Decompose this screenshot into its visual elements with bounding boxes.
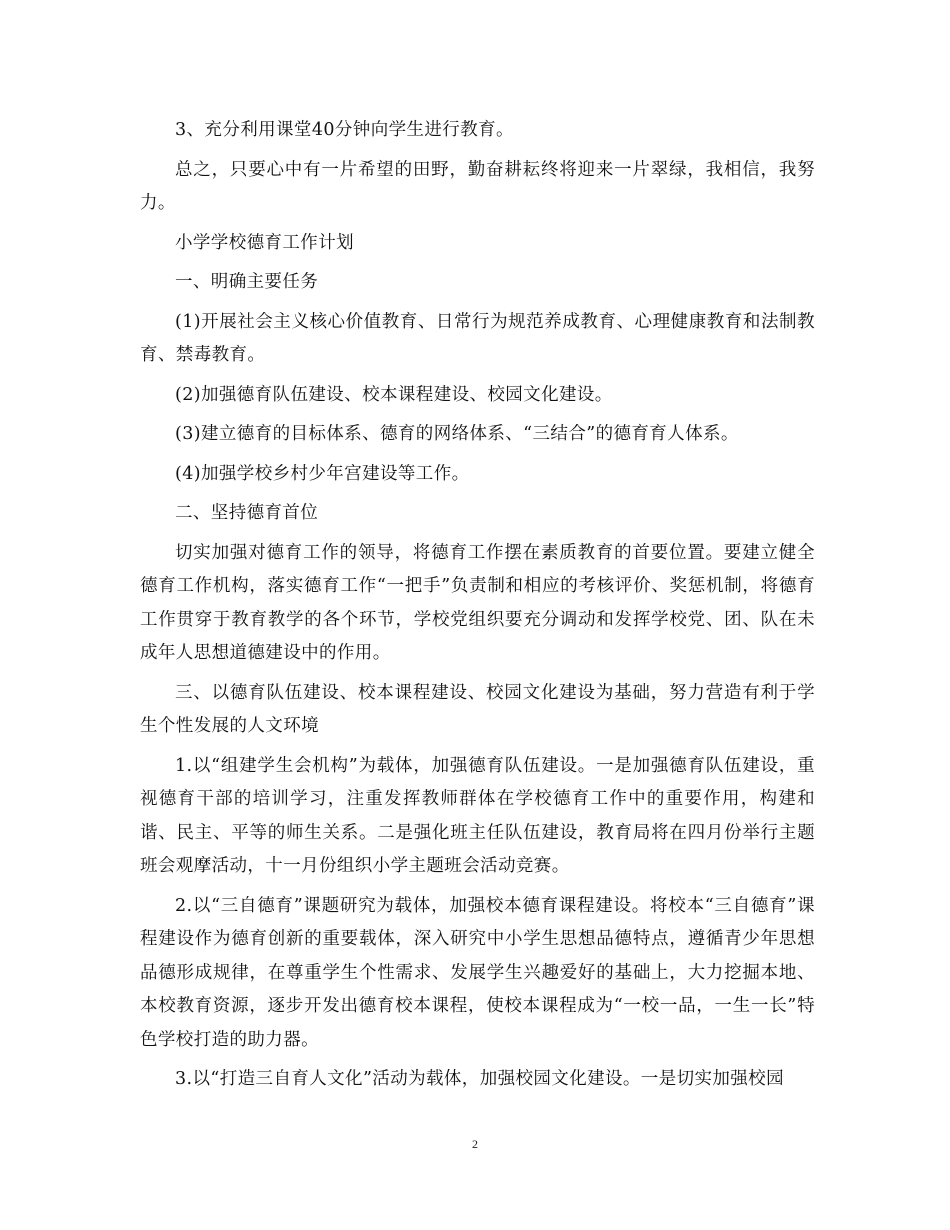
heading-main-tasks: 一、明确主要任务: [175, 272, 319, 292]
paragraph-leadership: 切实加强对德育工作的领导，将德育工作摆在素质教育的首要位置。要建立健全德育工作机构，落实德育工作“一把手”负责制和相应的考核评价、奖惩机制，将德育工作贯穿于教育教学的各个环节，学校党组织要充分调动和发挥学校党、团、队在未成年人思想道德建设中的作用。: [140, 542, 815, 663]
task-item-2: (2)加强德育队伍建设、校本课程建设、校园文化建设。: [175, 384, 613, 405]
paragraph-campus-culture: 3.以“打造三自育人文化”活动为载体，加强校园文化建设。一是切实加强校园: [175, 1069, 784, 1089]
task-item-1: (1)开展社会主义核心价值教育、日常行为规范养成教育、心理健康教育和法制教育、禁毒教育。: [140, 311, 815, 365]
paragraph-curriculum: 2.以“三自德育”课题研究为载体，加强校本德育课程建设。将校本“三自德育”课程建设作为德育创新的重要载体，深入研究中小学生思想品德特点，遵循青少年思想品德形成规律，在尊重学生个性需求、发展学生兴趣爱好的基础上，大力挖掘本地、本校教育资源，逐步开发出德育校本课程，使校本课程成为“一校一品，一生一长”特色学校打造的助力器。: [140, 895, 815, 1050]
page-number: 2: [472, 1137, 478, 1151]
paragraph-student-council: 1.以“组建学生会机构”为载体，加强德育队伍建设。一是加强德育队伍建设，重视德育干部的培训学习，注重发挥教师群体在学校德育工作中的重要作用，构建和谐、民主、平等的师生关系。二是强化班主任队伍建设，教育局将在四月份举行主题班会观摩活动，十一月份组织小学主题班会活动竞赛。: [140, 755, 815, 876]
paragraph-item-3: 3、充分利用课堂40分钟向学生进行教育。: [175, 120, 514, 140]
task-item-3: (3)建立德育的目标体系、德育的网络体系、“三结合”的德育育人体系。: [175, 424, 739, 444]
task-item-4: (4)加强学校乡村少年宫建设等工作。: [175, 463, 470, 484]
document-body: [140, 114, 815, 1103]
paragraph-conclusion: 总之，只要心中有一片希望的田野，勤奋耕耘终将迎来一片翠绿，我相信，我努力。: [140, 159, 815, 213]
heading-moral-priority: 二、坚持德育首位: [175, 503, 319, 523]
heading-foundation: 三、以德育队伍建设、校本课程建设、校园文化建设为基础，努力营造有利于学生个性发展的人文环境: [140, 682, 815, 736]
section-title: 小学学校德育工作计划: [175, 232, 354, 253]
